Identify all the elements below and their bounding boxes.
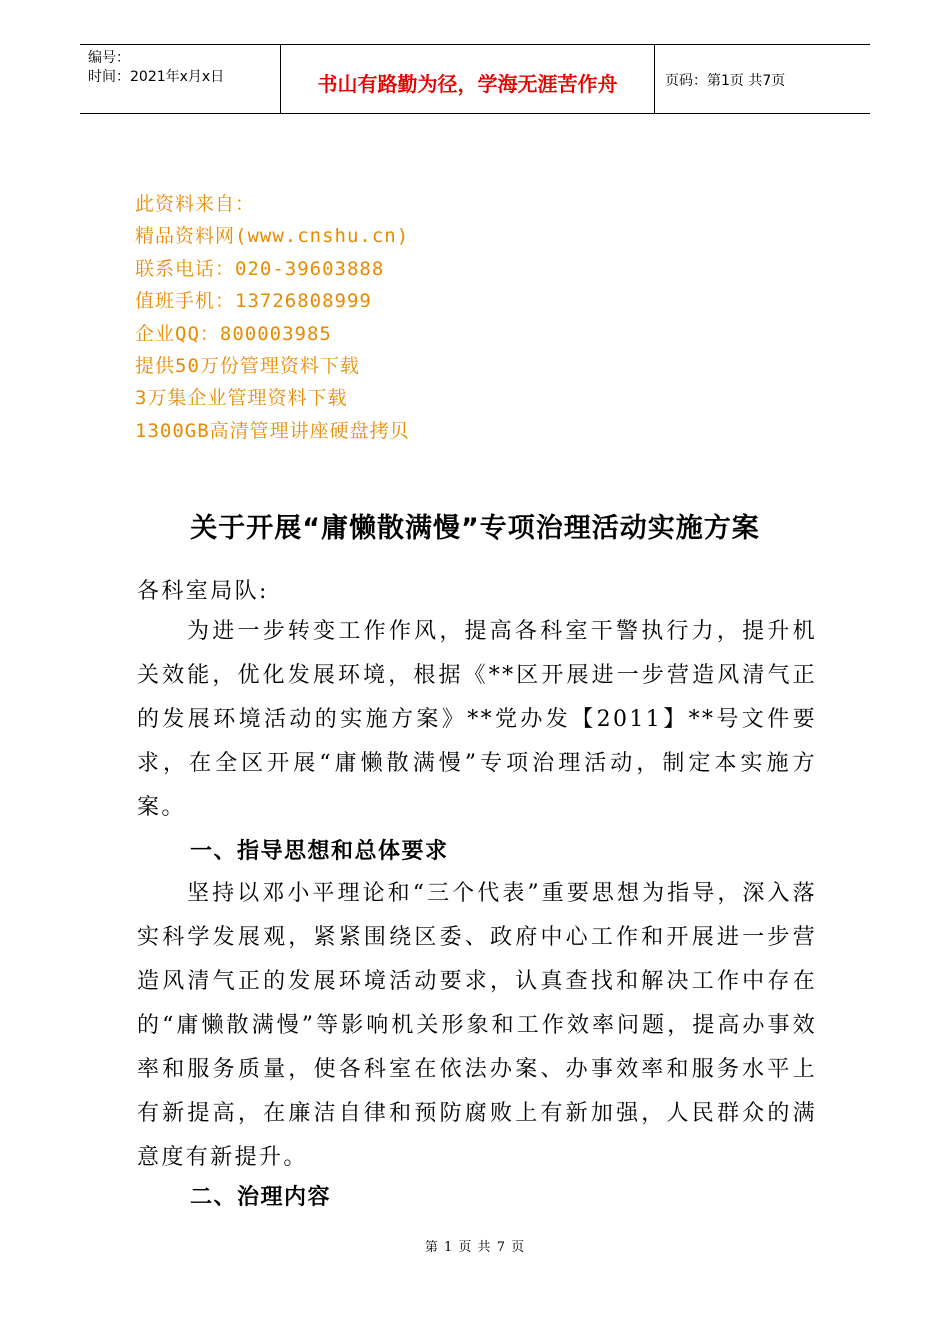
source-line: 3万集企业管理资料下载 [135,387,348,410]
source-line: 1300GB高清管理讲座硬盘拷贝 [135,419,410,442]
source-line: 企业QQ：800003985 [135,322,332,345]
source-line: 值班手机：13726808999 [135,290,372,313]
section-heading-2: 二、治理内容 [190,1185,332,1210]
source-line: 提供50万份管理资料下载 [135,355,360,378]
source-line: 联系电话：020-39603888 [135,257,385,280]
header-motto: 书山有路勤为径，学海无涯苦作舟 [280,45,655,113]
source-line: 精品资料网(www.cnshu.cn) [135,225,410,248]
paragraph-intro: 为进一步转变工作作风，提高各科室干警执行力，提升机关效能，优化发展环境，根据《**区开展进一步营造风清气正的发展环境活动的实施方案》**党办发【2011】**号文件要求，在全区开展“庸懒散满慢”专项治理活动，制定本实施方案。 [137,619,817,820]
header-page-info: 页码：第1页 共7页 [665,73,786,89]
paragraph-guiding-thought: 坚持以邓小平理论和“三个代表”重要思想为指导，深入落实科学发展观，紧紧围绕区委、政府中心工作和开展进一步营造风清气正的发展环境活动要求，认真查找和解决工作中存在的“庸懒散满慢”等影响机关形象和工作效率问题，提高办事效率和服务质量，使各科室在依法办案、办事效率和服务水平上有新提高，在廉洁自律和预防腐败上有新加强，人民群众的满意度有新提升。 [137,881,817,1170]
source-line: 此资料来自： [135,193,256,215]
header-meta [80,45,280,113]
page-footer: 第 1 页 共 7 页 [424,1240,526,1255]
salutation: 各科室局队: [137,579,269,604]
document-title: 关于开展“庸懒散满慢”专项治理活动实施方案 [190,513,760,544]
page-header [80,44,870,114]
source-info [135,188,410,447]
number-label: 编号： [88,50,130,66]
section-heading-1: 一、指导思想和总体要求 [190,839,449,864]
time-label: 时间：2021年x月x日 [88,69,225,85]
